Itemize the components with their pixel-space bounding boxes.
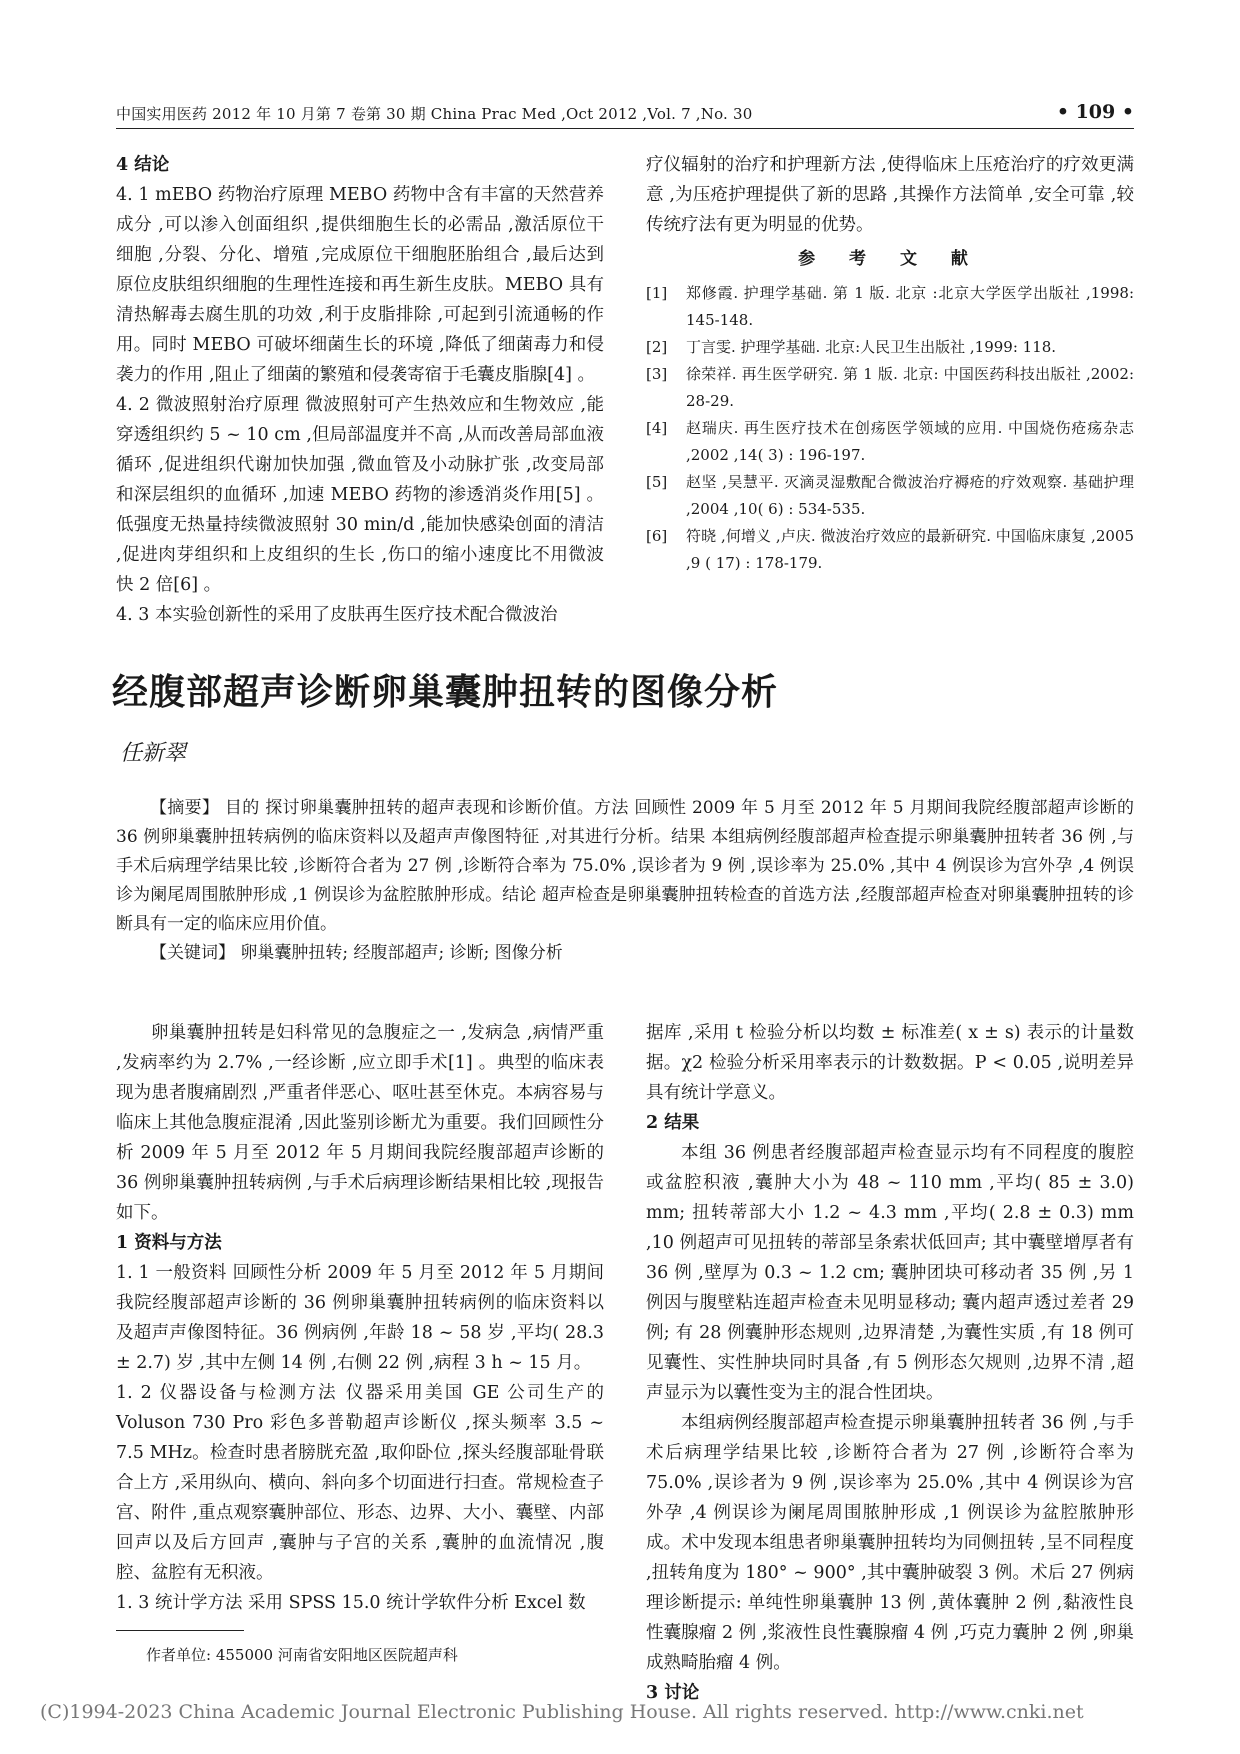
abstract-block <box>116 794 1134 968</box>
article-title: 经腹部超声诊断卵巢囊肿扭转的图像分析 <box>112 672 779 713</box>
section-heading: 3 讨论 <box>646 1683 700 1703</box>
section-heading: 2 结果 <box>646 1113 700 1133</box>
keywords-text: 【关键词】 卵巢囊肿扭转; 经腹部超声; 诊断; 图像分析 <box>150 943 563 963</box>
previous-article-left-column <box>116 150 604 630</box>
reference-number: [4] <box>646 419 668 437</box>
reference-number: [1] <box>646 284 668 302</box>
paragraph: 4. 3 本实验创新性的采用了皮肤再生医疗技术配合微波治 <box>116 605 558 625</box>
page-number: • 109 • <box>1056 101 1134 123</box>
reference-text: 符晓 ,何增义 ,卢庆. 微波治疗效应的最新研究. 中国临床康复 ,2005 ,9 ( 17) : 178-179. <box>686 527 1134 572</box>
abstract-text: 【摘要】 目的 探讨卵巢囊肿扭转的超声表现和诊断价值。方法 回顾性 2009 年 5 月至 2012 年 5 月期间我院经腹部超声诊断的 36 例卵巢囊肿扭转病例的临床资料以及超声声像图特征 ,对其进行分析。结果 本组病例经腹部超声检查提示卵巢囊肿扭转者 36 例 ,与手术后病理学结果比较 ,诊断符合者为 27 例 ,诊断符合率为 75.0% ,误诊者为 9 例 ,误诊率为 25.0% ,其中 4 例误诊为宫外孕 ,4 例误诊为阑尾周围脓肿形成 ,1 例误诊为盆腔脓肿形成。结论 超声检查是卵巢囊肿扭转检查的首选方法 ,经腹部超声检查对卵巢囊肿扭转的诊断具有一定的临床应用价值。 <box>116 798 1134 934</box>
conclusion-continuation: 疗仪辐射的治疗和护理新方法 ,使得临床上压疮治疗的疗效更满意 ,为压疮护理提供了新的思路 ,其操作方法简单 ,安全可靠 ,较传统疗法有更为明显的优势。 <box>646 155 1134 235</box>
paragraph: 1. 1 一般资料 回顾性分析 2009 年 5 月至 2012 年 5 月期间我院经腹部超声诊断的 36 例卵巢囊肿扭转病例的临床资料以及超声声像图特征。36 例病例 ,年龄 18 ~ 58 岁 ,平均( 28.3 ± 2.7) 岁 ,其中左侧 14 例 ,右侧 22 例 ,病程 3 h ~ 15 月。 <box>116 1263 604 1373</box>
reference-item <box>646 280 1134 334</box>
paragraph: 据库 ,采用 t 检验分析以均数 ± 标准差( x ± s) 表示的计量数据。χ2 检验分析采用率表示的计数数据。P < 0.05 ,说明差异具有统计学意义。 <box>646 1023 1134 1103</box>
reference-number: [3] <box>646 365 668 383</box>
header-rule <box>116 128 1134 129</box>
section-heading: 4 结论 <box>116 155 170 175</box>
article-body-left-column <box>116 1018 604 1618</box>
reference-text: 徐荣祥. 再生医学研究. 第 1 版. 北京: 中国医药科技出版社 ,2002: 28-29. <box>686 365 1134 410</box>
footnote-rule <box>116 1630 244 1631</box>
paragraph: 1. 2 仪器设备与检测方法 仪器采用美国 GE 公司生产的 Voluson 730 Pro 彩色多普勒超声诊断仪 ,探头频率 3.5 ~ 7.5 MHz。检查时患者膀胱充盈 ,取仰卧位 ,探头经腹部耻骨联合上方 ,采用纵向、横向、斜向多个切面进行扫查。常规检查子宫、附件 ,重点观察囊肿部位、形态、边界、大小、囊壁、内部回声以及后方回声 ,囊肿与子宫的关系 ,囊肿的血流情况 ,腹腔、盆腔有无积液。 <box>116 1383 604 1583</box>
paragraph: 1. 3 统计学方法 采用 SPSS 15.0 统计学软件分析 Excel 数 <box>116 1593 586 1613</box>
article-body-right-column <box>646 1018 1134 1708</box>
reference-number: [6] <box>646 527 668 545</box>
reference-item <box>646 334 1134 361</box>
paragraph: 本组 36 例患者经腹部超声检查显示均有不同程度的腹腔或盆腔积液 ,囊肿大小为 48 ~ 110 mm ,平均( 85 ± 3.0) mm; 扭转蒂部大小 1.2 ~ 4.3 mm ,平均( 2.8 ± 0.3) mm ,10 例超声可见扭转的蒂部呈条索状低回声; 其中囊壁增厚者有 36 例 ,壁厚为 0.3 ~ 1.2 cm; 囊肿团块可移动者 35 例 ,另 1 例因与腹壁粘连超声检查未见明显移动; 囊内超声透过差者 29 例; 有 28 例囊肿形态规则 ,边界清楚 ,为囊性实质 ,有 18 例可见囊性、实性肿块同时具备 ,有 5 例形态欠规则 ,边界不清 ,超声显示为以囊性变为主的混合性团块。 <box>646 1143 1134 1403</box>
journal-citation: 中国实用医药 2012 年 10 月第 7 卷第 30 期 China Prac Med ,Oct 2012 ,Vol. 7 ,No. 30 <box>116 105 753 123</box>
reference-number: [2] <box>646 338 668 356</box>
previous-article-right-column <box>646 150 1134 577</box>
paragraph: 4. 1 mEBO 药物治疗原理 MEBO 药物中含有丰富的天然营养成分 ,可以渗入创面组织 ,提供细胞生长的必需品 ,激活原位干细胞 ,分裂、分化、增殖 ,完成原位干细胞胚胎组合 ,最后达到原位皮肤组织细胞的生理性连接和再生新生皮肤。MEBO 具有清热解毒去腐生肌的功效 ,利于皮脂排除 ,可起到引流通畅的作用。同时 MEBO 可破坏细菌生长的环境 ,降低了细菌毒力和侵袭力的作用 ,阻止了细菌的繁殖和侵袭寄宿于毛囊皮脂腺[4] 。 <box>116 185 604 385</box>
author-name: 任新翠 <box>120 741 187 766</box>
reference-item <box>646 415 1134 469</box>
paragraph: 本组病例经腹部超声检查提示卵巢囊肿扭转者 36 例 ,与手术后病理学结果比较 ,诊断符合者为 27 例 ,诊断符合率为 75.0% ,误诊者为 9 例 ,误诊率为 25.0% ,其中 4 例误诊为宫外孕 ,4 例误诊为阑尾周围脓肿形成 ,1 例误诊为盆腔脓肿形成。术中发现本组患者卵巢囊肿扭转均为同侧扭转 ,呈不同程度 ,扭转角度为 180° ~ 900° ,其中囊肿破裂 3 例。术后 27 例病理诊断提示: 单纯性卵巢囊肿 13 例 ,黄体囊肿 2 例 ,黏液性良性囊腺瘤 2 例 ,浆液性良性囊腺瘤 4 例 ,巧克力囊肿 2 例 ,卵巢成熟畸胎瘤 4 例。 <box>646 1413 1134 1673</box>
section-heading: 1 资料与方法 <box>116 1233 222 1253</box>
reference-number: [5] <box>646 473 668 491</box>
reference-item <box>646 523 1134 577</box>
references-heading: 参 考 文 献 <box>798 249 982 269</box>
reference-item <box>646 361 1134 415</box>
reference-text: 丁言雯. 护理学基础. 北京:人民卫生出版社 ,1999: 118. <box>686 338 1057 356</box>
copyright-watermark: (C)1994-2023 China Academic Journal Electronic Publishing House. All rights reserved. http://www.cnki.net <box>40 1701 1084 1723</box>
reference-text: 赵瑞庆. 再生医疗技术在创疡医学领域的应用. 中国烧伤疮疡杂志 ,2002 ,14( 3) : 196-197. <box>686 419 1134 464</box>
paragraph: 4. 2 微波照射治疗原理 微波照射可产生热效应和生物效应 ,能穿透组织约 5 ~ 10 cm ,但局部温度并不高 ,从而改善局部血液循环 ,促进组织代谢加快加强 ,微血管及小动脉扩张 ,改变局部和深层组织的血循环 ,加速 MEBO 药物的渗透消炎作用[5] 。低强度无热量持续微波照射 30 min/d ,能加快感染创面的清洁 ,促进肉芽组织和上皮组织的生长 ,伤口的缩小速度比不用微波快 2 倍[6] 。 <box>116 395 604 595</box>
paragraph: 卵巢囊肿扭转是妇科常见的急腹症之一 ,发病急 ,病情严重 ,发病率约为 2.7% ,一经诊断 ,应立即手术[1] 。典型的临床表现为患者腹痛剧烈 ,严重者伴恶心、呕吐甚至休克。本病容易与临床上其他急腹症混淆 ,因此鉴别诊断尤为重要。我们回顾性分析 2009 年 5 月至 2012 年 5 月期间我院经腹部超声诊断的 36 例卵巢囊肿扭转病例 ,与手术后病理诊断结果相比较 ,现报告如下。 <box>116 1023 604 1223</box>
reference-item <box>646 469 1134 523</box>
references-list <box>646 280 1134 577</box>
reference-text: 赵坚 ,吴慧平. 灭滴灵湿敷配合微波治疗褥疮的疗效观察. 基础护理 ,2004 ,10( 6) : 534-535. <box>686 473 1134 518</box>
author-affiliation-footnote: 作者单位: 455000 河南省安阳地区医院超声科 <box>146 1646 458 1664</box>
running-header <box>116 101 1134 131</box>
reference-text: 郑修霞. 护理学基础. 第 1 版. 北京 :北京大学医学出版社 ,1998: 145-148. <box>686 284 1134 329</box>
